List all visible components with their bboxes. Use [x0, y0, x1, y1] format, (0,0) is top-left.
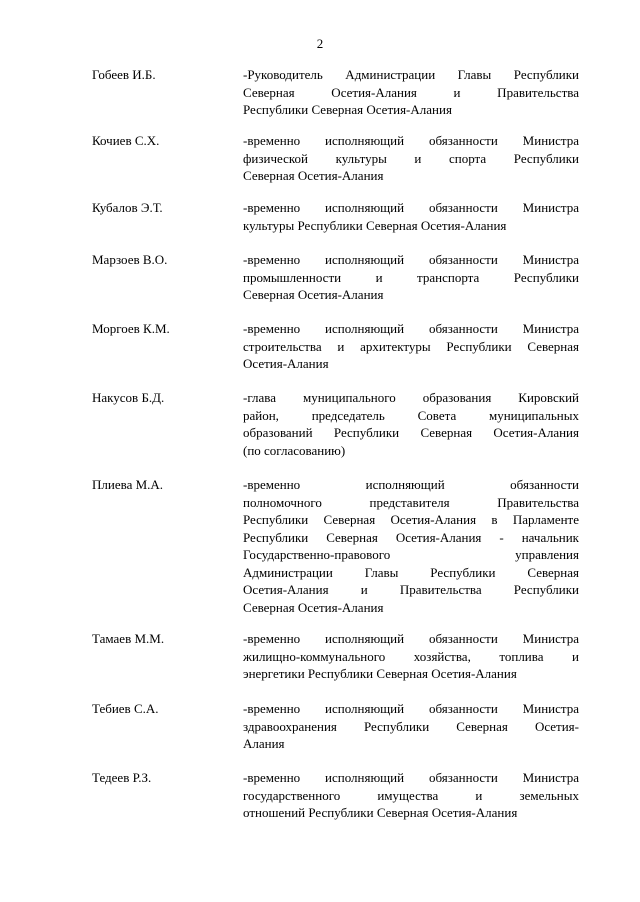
- role-line: -временно исполняющий обязанности Министра: [243, 701, 579, 716]
- role-line: жилищно-коммунального хозяйства, топлива и: [243, 648, 579, 664]
- member-role: [243, 320, 579, 373]
- member-role: [243, 700, 579, 753]
- member-role: [243, 389, 579, 459]
- role-line: -временно исполняющий обязанности: [243, 477, 579, 492]
- member-name: Накусов Б.Д.: [92, 390, 165, 405]
- member-name: Моргоев К.М.: [92, 321, 170, 336]
- role-line: (по согласованию): [243, 442, 346, 458]
- role-line: Северная Осетия-Алания и Правительства: [243, 84, 579, 100]
- role-line: Осетия-Алания и Правительства Республики: [243, 582, 579, 597]
- member-name: Гобеев И.Б.: [92, 67, 156, 82]
- role-line: физической культуры и спорта Республики: [243, 150, 579, 166]
- role-line: промышленности и транспорта Республики: [243, 269, 579, 285]
- role-line: отношений Республики Северная Осетия-Алания: [243, 805, 518, 820]
- member-role: [243, 132, 579, 185]
- role-line: -глава муниципального образования Кировский: [243, 390, 579, 405]
- member-role: [243, 66, 579, 119]
- member-role: [243, 476, 579, 616]
- role-line: -временно исполняющий обязанности Министра: [243, 770, 579, 785]
- role-line: строительства и архитектуры Республики Северная: [243, 338, 579, 354]
- member-role: [243, 769, 579, 822]
- member-name: Марзоев В.О.: [92, 252, 168, 267]
- member-name: Кубалов Э.Т.: [92, 200, 163, 215]
- role-line: Республики Северная Осетия-Алания в Парламенте: [243, 512, 579, 527]
- page-number: 2: [316, 36, 324, 51]
- role-line: -временно исполняющий обязанности Министра: [243, 133, 579, 148]
- role-line: Республики Северная Осетия-Алания: [243, 102, 452, 117]
- role-line: Северная Осетия-Алания: [243, 168, 384, 183]
- role-line: здравоохранения Республики Северная Осетия-: [243, 718, 579, 734]
- member-role: [243, 630, 579, 683]
- role-line: Осетия-Алания: [243, 356, 329, 371]
- role-line: -временно исполняющий обязанности Министра: [243, 631, 579, 646]
- role-line: -временно исполняющий обязанности Министра: [243, 252, 579, 267]
- role-line: Северная Осетия-Алания: [243, 287, 384, 302]
- role-line: Республики Северная Осетия-Алания - начальник: [243, 529, 579, 545]
- member-name: Тебиев С.А.: [92, 701, 159, 716]
- role-line: -Руководитель Администрации Главы Республики: [243, 67, 579, 82]
- member-role: [243, 199, 579, 234]
- role-line: энергетики Республики Северная Осетия-Алания: [243, 666, 517, 681]
- role-line: -временно исполняющий обязанности Министра: [243, 321, 579, 336]
- role-line: район, председатель Совета муниципальных: [243, 407, 579, 423]
- role-line: культуры Республики Северная Осетия-Алания: [243, 217, 507, 233]
- role-line: полномочного представителя Правительства: [243, 494, 579, 510]
- role-line: образований Республики Северная Осетия-Алания: [243, 425, 579, 440]
- role-line: Администрации Главы Республики Северная: [243, 564, 579, 580]
- member-name: Тедеев Р.З.: [92, 770, 152, 785]
- member-role: [243, 251, 579, 304]
- role-line: Алания: [243, 736, 285, 751]
- member-name: Плиева М.А.: [92, 477, 164, 492]
- role-line: Северная Осетия-Алания: [243, 599, 384, 615]
- role-line: Государственно-правового управления: [243, 547, 579, 562]
- member-name: Кочиев С.Х.: [92, 133, 160, 148]
- member-name: Тамаев М.М.: [92, 631, 165, 646]
- role-line: -временно исполняющий обязанности Министра: [243, 200, 579, 215]
- role-line: государственного имущества и земельных: [243, 787, 579, 803]
